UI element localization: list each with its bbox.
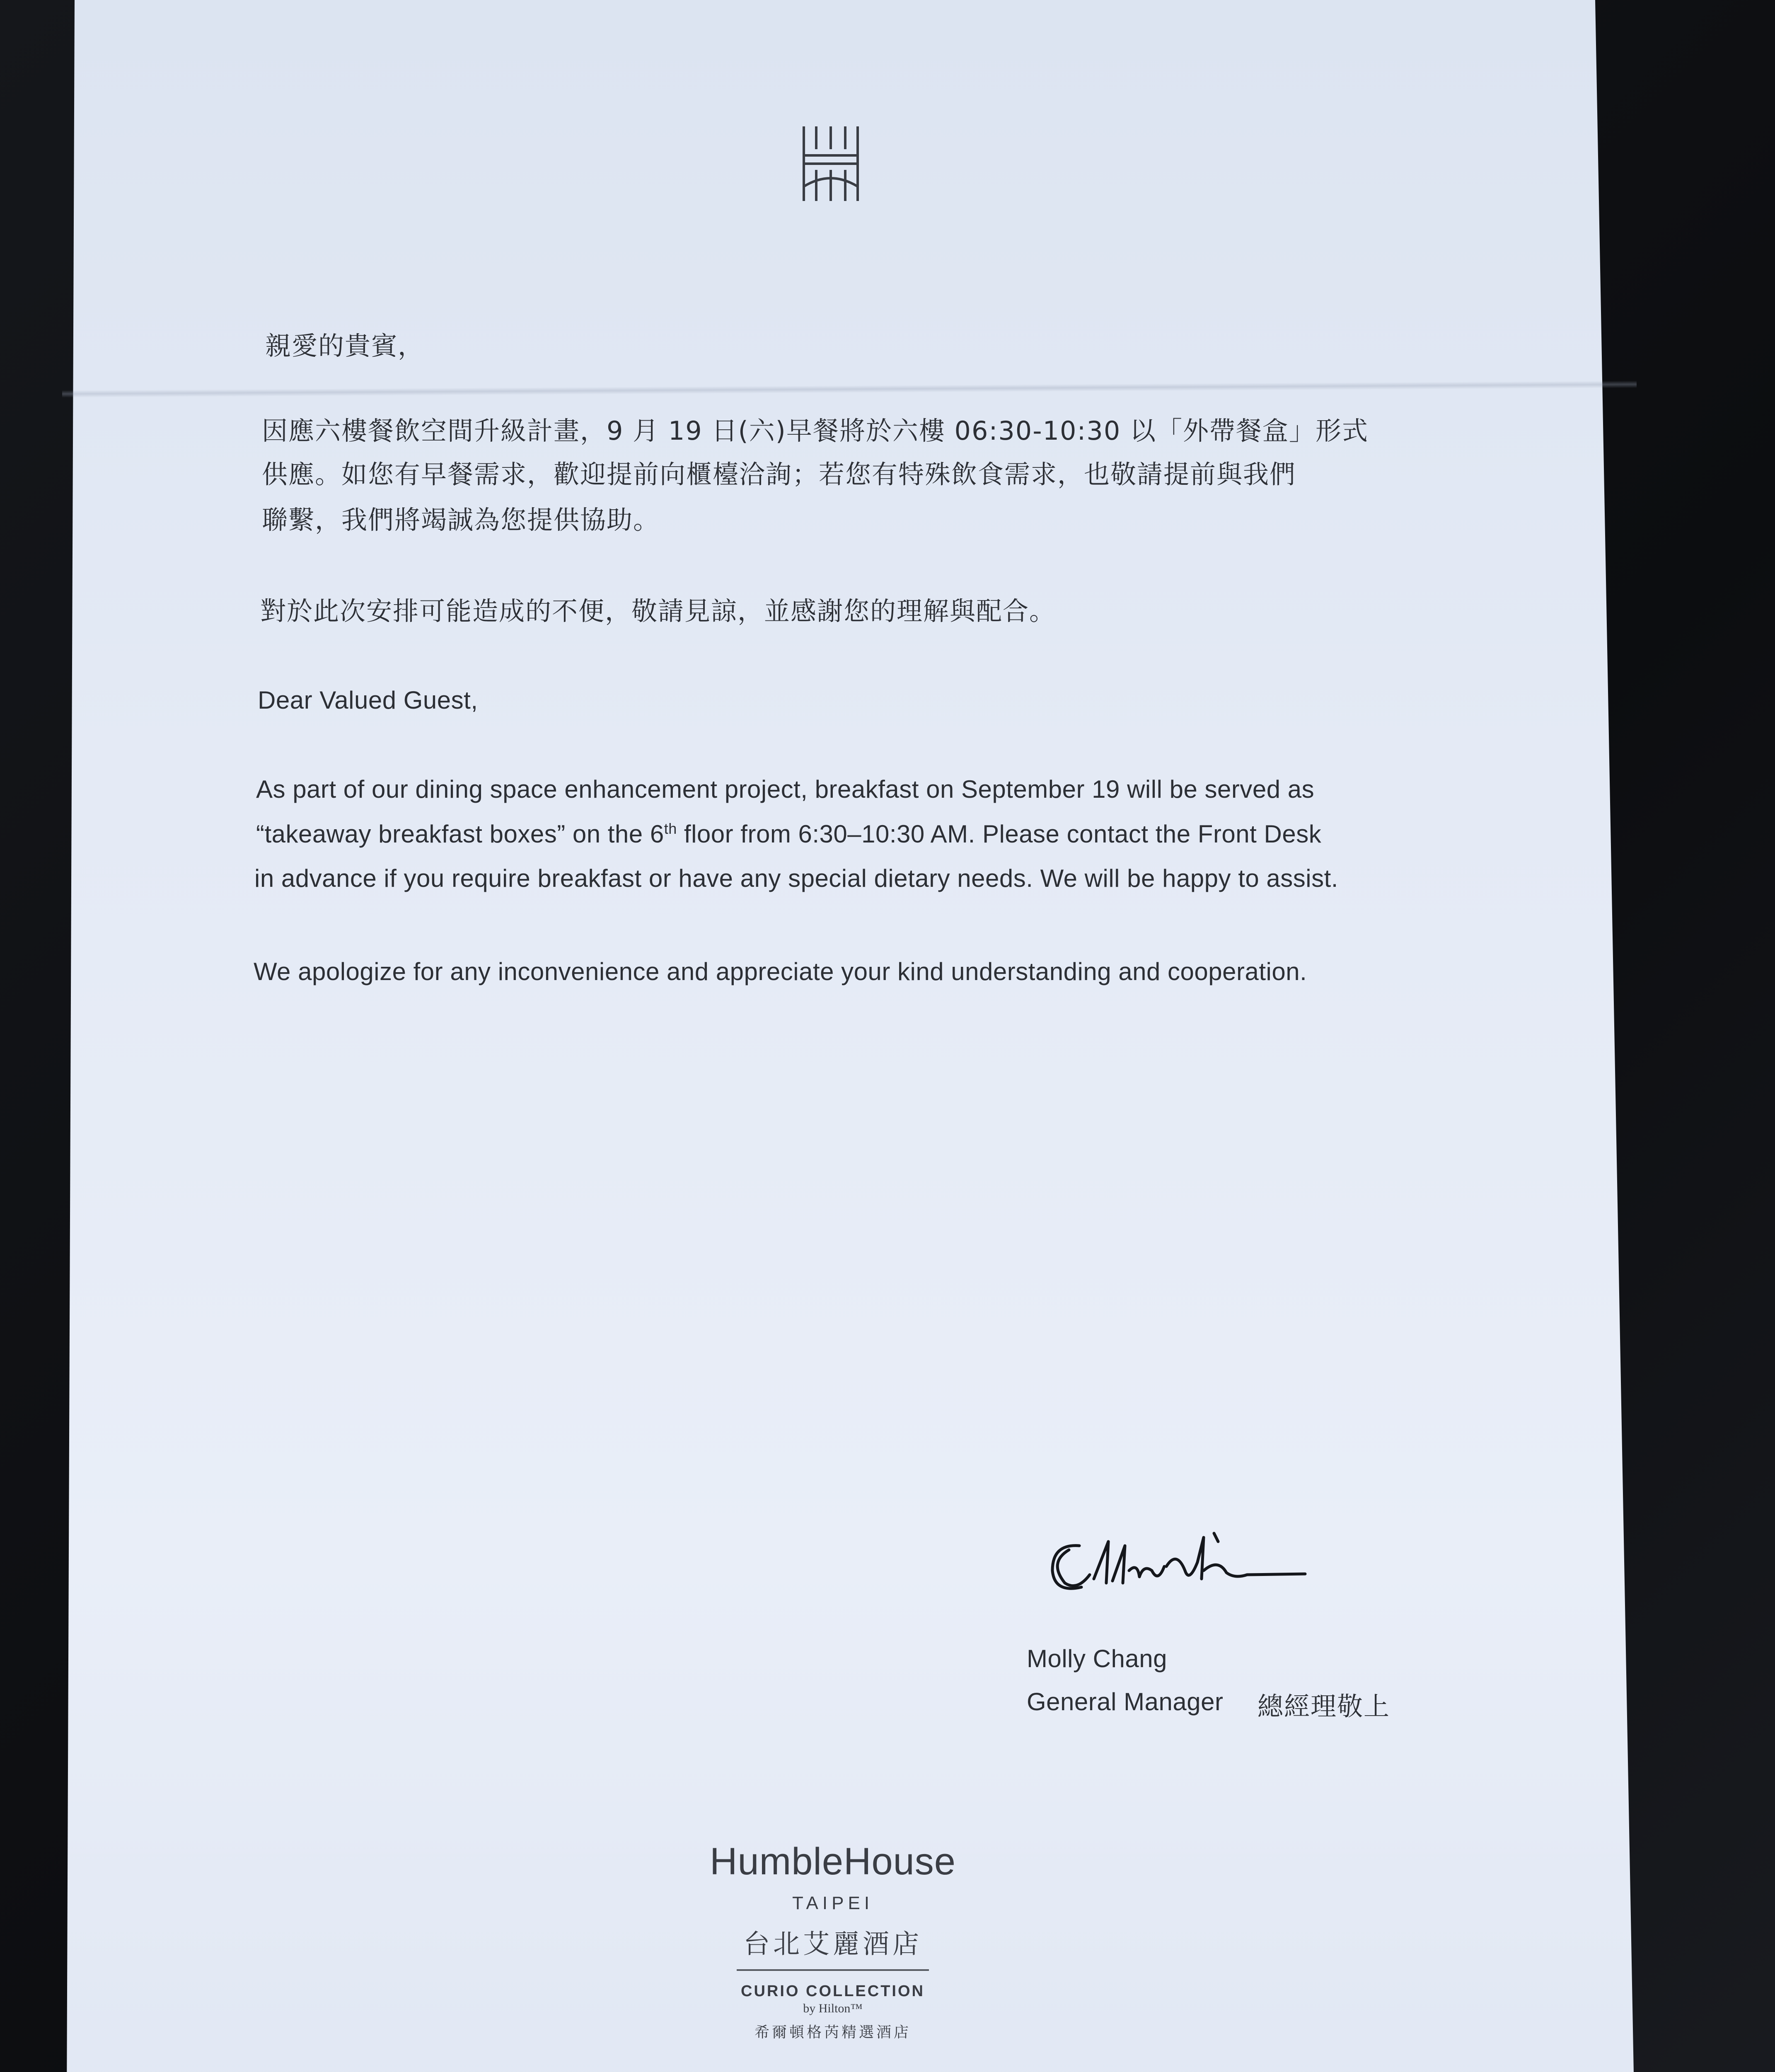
- brand-collection: CURIO COLLECTION: [741, 1982, 925, 2000]
- brand-collection-zh: 希爾頓格芮精選酒店: [754, 2024, 911, 2041]
- brand-city: TAIPEI: [792, 1893, 874, 1913]
- apology-en: We apologize for any inconvenience and appreciate your kind understanding and cooperation.: [254, 958, 1307, 985]
- signer-title: General Manager: [1027, 1688, 1224, 1716]
- apology-zh: 對於此次安排可能造成的不便，敬請見諒，並感謝您的理解與配合。: [260, 596, 1056, 626]
- brand-divider: [737, 1969, 929, 1971]
- handwritten-signature: [1040, 1525, 1313, 1608]
- brand-name-zh: 台北艾麗酒店: [743, 1929, 922, 1960]
- brand-name: HumbleHouse: [710, 1840, 956, 1883]
- ordinal-suffix: th: [664, 820, 677, 837]
- hotel-monogram-logo: [800, 124, 862, 203]
- body-zh-line-3: 聯繫，我們將竭誠為您提供協助。: [262, 505, 660, 535]
- body-zh-line-1: 因應六樓餐飲空間升級計畫，9 月 19 日(六)早餐將於六樓 06:30-10:30 以「外帶餐盒」形式: [262, 416, 1369, 446]
- greeting-zh: 親愛的貴賓，: [265, 331, 425, 361]
- body-en-line-1: As part of our dining space enhancement project, breakfast on September 19 will be served as: [256, 775, 1315, 803]
- body-en-line-3: in advance if you require breakfast or have any special dietary needs. We will be happy to assist.: [254, 864, 1338, 892]
- body-en-line-2: [256, 820, 1321, 848]
- signer-name: Molly Chang: [1027, 1645, 1167, 1673]
- body-en-line-2-before: “takeaway breakfast boxes” on the 6: [256, 820, 664, 848]
- greeting-en: Dear Valued Guest,: [258, 686, 478, 714]
- brand-by-hilton: by Hilton™: [803, 2002, 863, 2015]
- body-en-line-2-after: floor from 6:30–10:30 AM. Please contact the Front Desk: [677, 820, 1322, 848]
- signer-title-zh: 總經理敬上: [1257, 1691, 1390, 1721]
- body-zh-line-2: 供應。如您有早餐需求，歡迎提前向櫃檯洽詢；若您有特殊飲食需求，也敬請提前與我們: [262, 459, 1296, 489]
